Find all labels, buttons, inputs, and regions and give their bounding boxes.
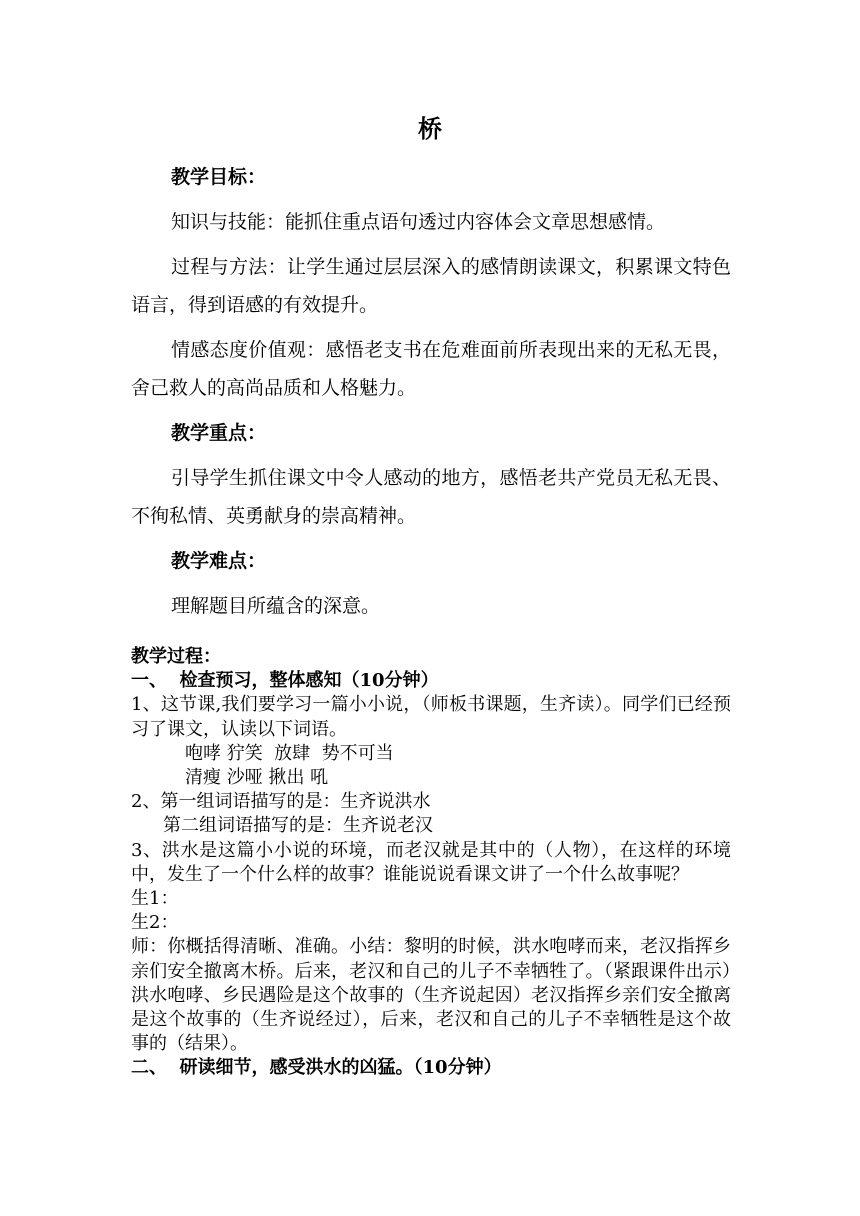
procedure-paragraph-3: 3、洪水是这篇小小说的环境，而老汉就是其中的（人物），在这样的环境中，发生了一个什么样的故事？谁能说说看课文讲了一个什么故事呢？	[131, 839, 731, 885]
part1-heading: 一、 检查预习，整体感知（10分钟）	[131, 670, 439, 692]
procedure-paragraph-2b: 第二组词语描写的是：生齐说老汉	[163, 815, 433, 837]
key-point-text: 引导学生抓住课文中令人感动的地方，感悟老共产党员无私无畏、不徇私情、英勇献身的崇高精神。	[131, 467, 731, 527]
objective-emotion: 情感态度价值观：感悟老支书在危难面前所表现出来的无私无畏，舍己救人的高尚品质和人格魅力。	[131, 339, 731, 399]
student-2-line: 生2：	[131, 912, 179, 934]
part2-heading: 二、 研读细节，感受洪水的凶猛。（10分钟）	[131, 1057, 502, 1079]
lesson-goals-section	[131, 158, 731, 625]
word-list-2: 清瘦 沙哑 揪出 吼	[185, 767, 329, 789]
word-list-1: 咆哮 狞笑 放肆 势不可当	[185, 742, 394, 764]
procedure-heading: 教学过程：	[131, 646, 221, 667]
objective-knowledge: 知识与技能：能抓住重点语句透过内容体会文章思想感情。	[171, 211, 666, 233]
objectives-heading: 教学目标：	[171, 166, 267, 188]
procedure-paragraph-2: 2、第一组词语描写的是：生齐说洪水	[131, 791, 431, 813]
student-1-line: 生1：	[131, 888, 179, 910]
teaching-procedure-section	[131, 645, 731, 1081]
objective-process: 过程与方法：让学生通过层层深入的感情朗读课文，积累课文特色语言，得到语感的有效提升。	[131, 256, 731, 316]
difficulty-heading: 教学难点：	[171, 550, 267, 572]
key-point-heading: 教学重点：	[171, 422, 267, 444]
procedure-paragraph-1: 1、这节课,我们要学习一篇小小说，（师板书课题，生齐读）。同学们已经预习了课文，认读以下词语。	[131, 694, 731, 740]
document-title: 桥	[418, 114, 442, 143]
teacher-summary: 师：你概括得清晰、准确。小结：黎明的时候，洪水咆哮而来，老汉指挥乡亲们安全撤离木桥。后来，老汉和自己的儿子不幸牺牲了。（紧跟课件出示）洪水咆哮、乡民遇险是这个故事的（生齐说起因）老汉指挥乡亲们安全撤离是这个故事的（生齐说经过），后来，老汉和自己的儿子不幸牺牲是这个故事的（结果）。	[131, 936, 731, 1055]
difficulty-text: 理解题目所蕴含的深意。	[171, 595, 381, 617]
